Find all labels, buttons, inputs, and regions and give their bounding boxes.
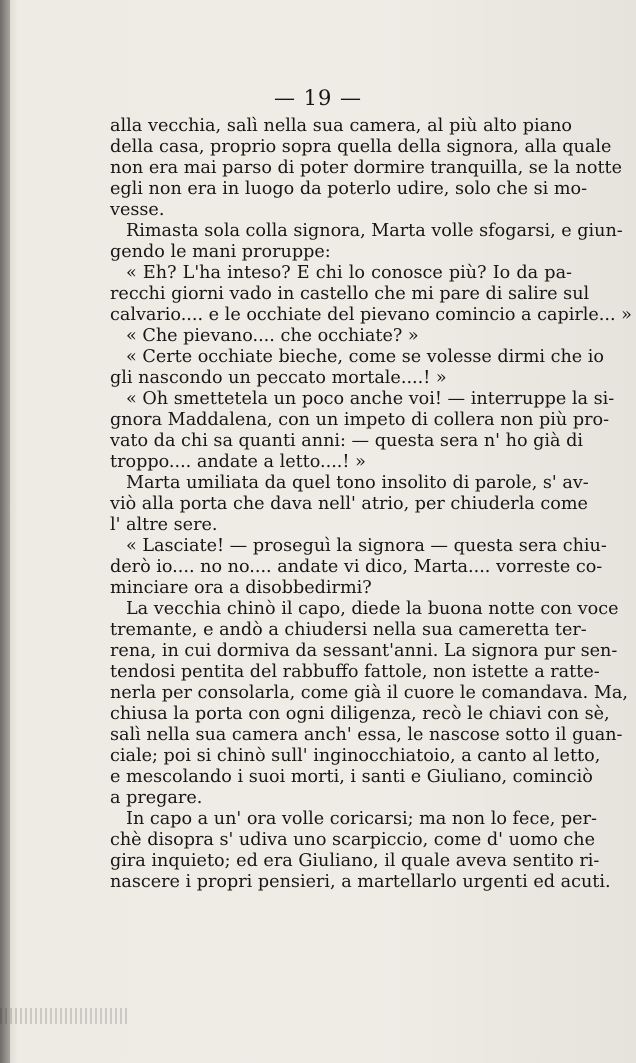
text-line: tendosi pentita del rabbuffo fattole, non istette a ratte- [110, 662, 600, 682]
text-line: vato da chi sa quanti anni: — questa sera n' ho già di [110, 431, 583, 451]
page-number: — 19 — [273, 86, 363, 110]
text-line: « Che pievano.... che occhiate? » [126, 326, 419, 346]
text-line: non era mai parso di poter dormire tranquilla, se la notte [110, 158, 622, 178]
text-line: chè disopra s' udiva uno scarpiccio, come d' uomo che [110, 830, 595, 850]
text-line: ciale; poi si chinò sull' inginocchiatoio, a canto al letto, [110, 746, 601, 766]
text-line: Rimasta sola colla signora, Marta volle sfogarsi, e giun- [126, 221, 623, 241]
text-line: alla vecchia, salì nella sua camera, al più alto piano [110, 116, 572, 136]
text-line: della casa, proprio sopra quella della signora, alla quale [110, 137, 612, 157]
body-text [110, 116, 632, 893]
text-line: In capo a un' ora volle coricarsi; ma non lo fece, per- [126, 809, 597, 829]
text-line: recchi giorni vado in castello che mi pare di salire sul [110, 284, 590, 304]
text-line: l' altre sere. [110, 515, 218, 535]
text-line: minciare ora a disobbedirmi? [110, 578, 372, 598]
text-line: « Eh? L'ha inteso? E chi lo conosce più? Io da pa- [126, 263, 572, 283]
text-line: troppo.... andate a letto....! » [110, 452, 366, 472]
text-line: rena, in cui dormiva da sessant'anni. La signora pur sen- [110, 641, 618, 661]
text-line: « Oh smettetela un poco anche voi! — interruppe la si- [126, 389, 615, 409]
text-line: derò io.... no no.... andate vi dico, Marta.... vorreste co- [110, 557, 603, 577]
text-line: gli nascondo un peccato mortale....! » [110, 368, 447, 388]
text-line: calvario.... e le occhiate del pievano comincio a capirle... » [110, 305, 632, 325]
text-line: viò alla porta che dava nell' atrio, per chiuderla come [110, 494, 588, 514]
text-line: La vecchia chinò il capo, diede la buona notte con voce [126, 599, 619, 619]
page-binding-edge [0, 0, 10, 1063]
text-line: gendo le mani proruppe: [110, 242, 331, 262]
text-line: « Certe occhiate bieche, come se volesse dirmi che io [126, 347, 605, 367]
text-line: gira inquieto; ed era Giuliano, il quale aveva sentito ri- [110, 851, 600, 871]
text-line: chiusa la porta con ogni diligenza, recò le chiavi con sè, [110, 704, 610, 724]
scan-artifact [0, 1008, 130, 1024]
text-line: egli non era in luogo da poterlo udire, solo che si mo- [110, 179, 588, 199]
text-line: vesse. [110, 200, 165, 220]
text-line: gnora Maddalena, con un impeto di collera non più pro- [110, 410, 610, 430]
text-line: nascere i propri pensieri, a martellarlo urgenti ed acuti. [110, 872, 611, 892]
text-line: salì nella sua camera anch' essa, le nascose sotto il guan- [110, 725, 623, 745]
text-line: Marta umiliata da quel tono insolito di parole, s' av- [126, 473, 589, 493]
text-line: e mescolando i suoi morti, i santi e Giuliano, cominciò [110, 767, 593, 787]
text-line: a pregare. [110, 788, 203, 808]
text-line: tremante, e andò a chiudersi nella sua cameretta ter- [110, 620, 587, 640]
text-line: « Lasciate! — proseguì la signora — questa sera chiu- [126, 536, 607, 556]
text-line: nerla per consolarla, come già il cuore le comandava. Ma, [110, 683, 628, 703]
